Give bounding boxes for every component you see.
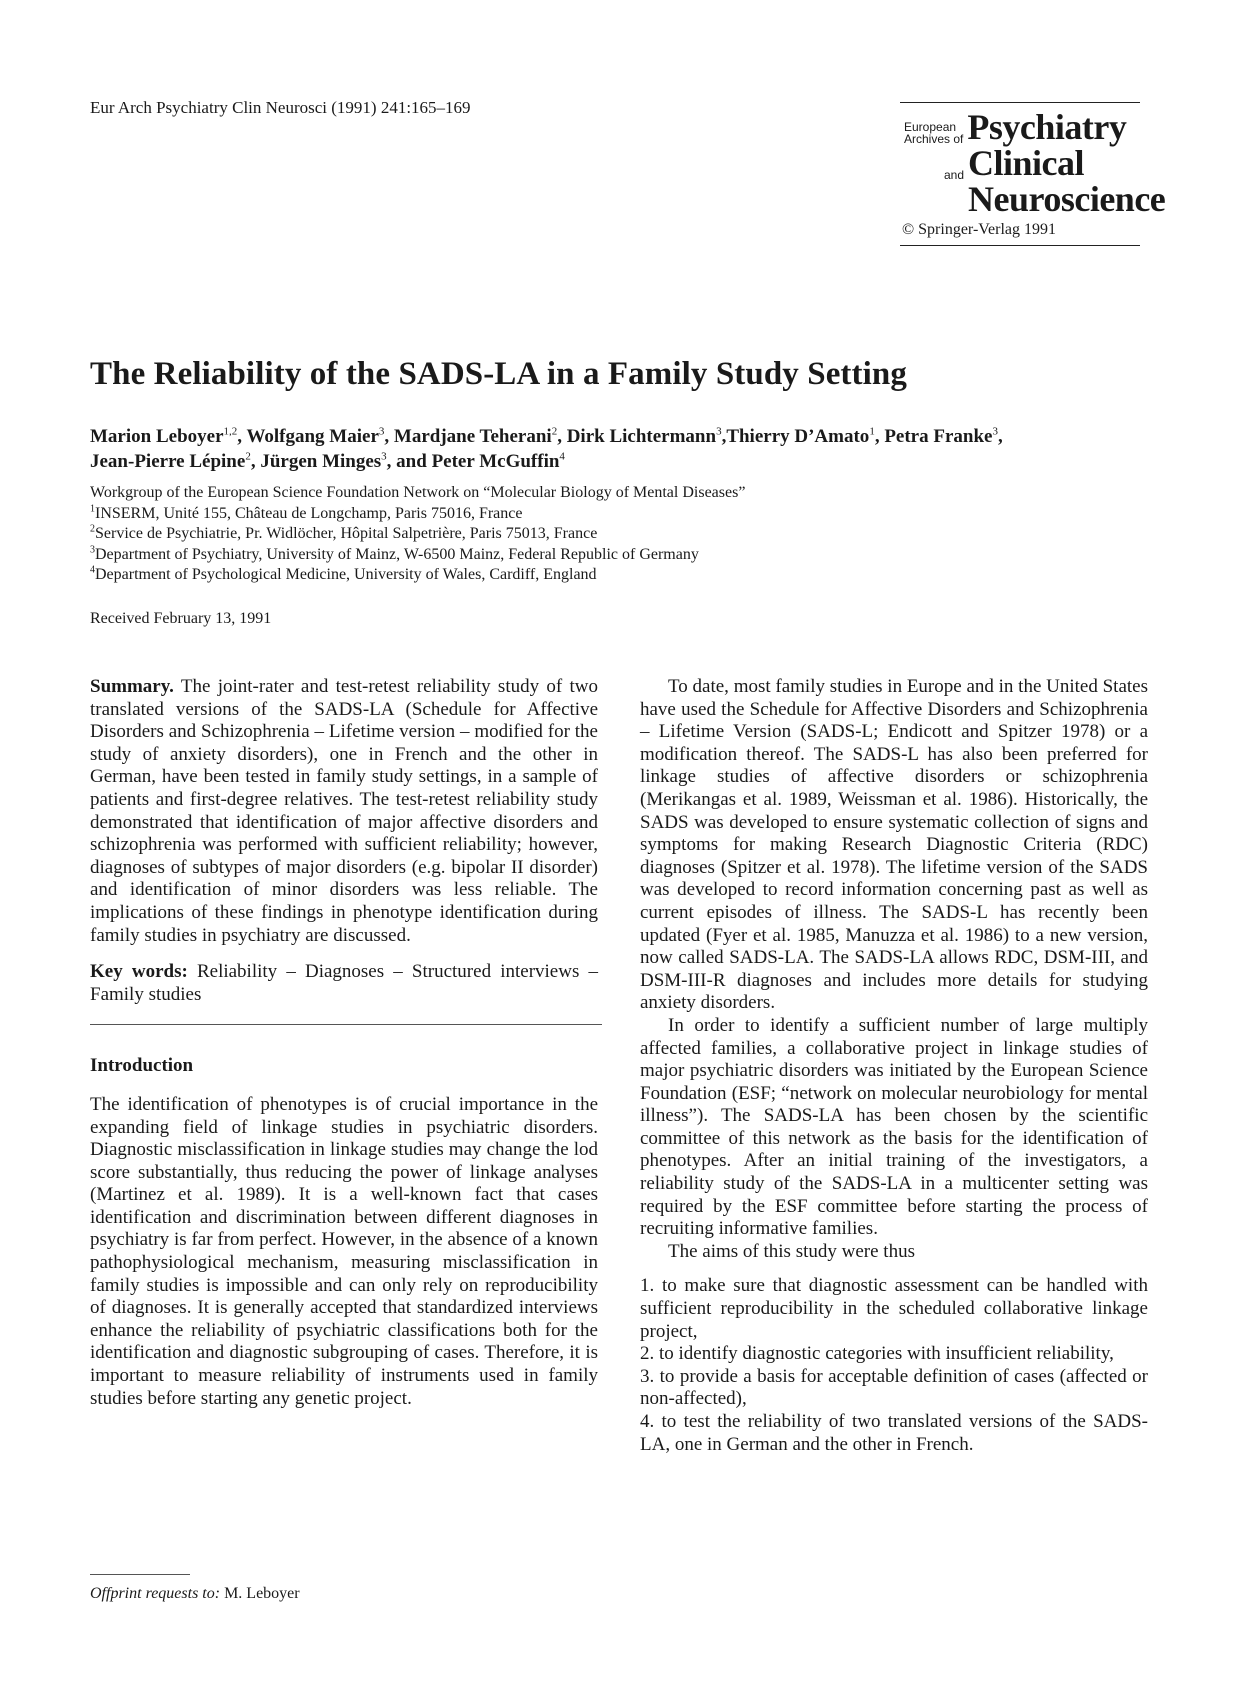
author-separator: , <box>384 426 394 447</box>
logo-word-neuroscience: Neuroscience <box>968 179 1166 219</box>
logo-word-clinical: Clinical <box>968 143 1085 183</box>
offprint-footnote <box>90 1585 300 1603</box>
introduction-paragraph-2: To date, most family studies in Europe and in the United States have used the Schedule for Affective Disorders and Schizophrenia – Lifetime Version (SADS-L; Endicott and Spitzer 1978) or a modification thereof. The SADS-L has also been preferred for linkage studies of affective disorders or schizophrenia (Merikangas et al. 1989, Weissman et al. 1986). Historically, the SADS was developed to ensure systematic collection of signs and symptoms for making Research Diagnostic Criteria (RDC) diagnoses (Spitzer et al. 1978). The lifetime version of the SADS was developed to record information concerning past as well as current episodes of illness. The SADS-L has recently been updated (Fyer et al. 1985, Manuzza et al. 1986) to a new version, now called SADS-LA. The SADS-LA allows RDC, DSM-III, and DSM-III-R diagnoses and includes more details for studying anxiety disorders. <box>640 676 1148 1014</box>
affiliation-item <box>90 504 1150 525</box>
author-affiliation-mark: 3 <box>992 425 998 438</box>
summary-paragraph <box>90 676 598 947</box>
author-name: Jürgen Minges <box>260 451 382 472</box>
aims-list-item: 2. to identify diagnostic categories with insufficient reliability, <box>640 1343 1114 1365</box>
logo-bottom-rule <box>900 245 1140 246</box>
affiliation-number: 1 <box>90 503 95 515</box>
author-separator: , <box>721 426 727 447</box>
logo-line-psychiatry <box>900 109 1140 145</box>
logo-line-clinical <box>900 145 1140 181</box>
introduction-paragraph-1: The identification of phenotypes is of crucial importance in the expanding field of linkage studies in psychiatric disorders. Diagnostic misclassification in linkage studies may change the lod score substantially, thus reducing the power of linkage analyses (Martinez et al. 1989). It is a well-known fact that cases identification and discrimination between different diagnoses in psychiatry is far from perfect. However, in the absence of a known pathophysiological mechanism, measuring misclassification in family studies is impossible and can only rely on reproducibility of diagnoses. It is generally accepted that standardized interviews enhance the reliability of psychiatric classifications both for the identification and diagnostic subgrouping of cases. Therefore, it is important to measure reliability of instruments used in family studies before starting any genetic project. <box>90 1093 598 1409</box>
author-separator: , and <box>386 451 432 472</box>
affiliation-text: Service de Psychiatrie, Pr. Widlöcher, Hôpital Salpetrière, Paris 75013, France <box>95 525 598 542</box>
author-name: Dirk Lichtermann <box>566 426 717 447</box>
logo-word-european: European <box>904 120 957 134</box>
author-affiliation-mark: 2 <box>245 450 251 463</box>
author-separator: , <box>250 451 261 472</box>
footnote-text: M. Leboyer <box>220 1585 300 1602</box>
journal-citation: Eur Arch Psychiatry Clin Neurosci (1991) 241:165–169 <box>90 98 471 117</box>
author-separator: , <box>237 426 247 447</box>
logo-word-archives-of: Archives of <box>904 132 964 146</box>
author-name: Jean-Pierre Lépine <box>90 451 246 472</box>
author-name: Mardjane Teherani <box>393 426 552 447</box>
author-affiliation-mark: 2 <box>551 425 558 438</box>
abstract-separator <box>90 1024 602 1025</box>
received-date: Received February 13, 1991 <box>90 610 272 627</box>
right-column <box>640 676 1148 1456</box>
author-name: Thierry D’Amato <box>726 426 870 447</box>
author-separator: , <box>874 426 885 447</box>
keywords-paragraph <box>90 961 598 1006</box>
introduction-heading: Introduction <box>90 1055 194 1077</box>
logo-word-psychiatry: Psychiatry <box>967 107 1127 147</box>
footnote-rule <box>90 1574 190 1575</box>
introduction-paragraph-3: In order to identify a sufficient number of large multiply affected families, a collaborative project in linkage studies of major psychiatric disorders was initiated by the European Science Foundation (ESF; “network on molecular neurobiology for mental illness”). The SADS-LA has been chosen by the scientific committee of this network as the basis for the identification of phenotypes. After an initial training of the investigators, a reliability study of the SADS-LA in a multicenter setting was required by the ESF committee before starting the process of recruiting informative families. <box>640 1014 1148 1240</box>
author-affiliation-mark: 1 <box>869 425 875 438</box>
copyright-line: © Springer-Verlag 1991 <box>902 221 1057 238</box>
affiliation-text: Department of Psychiatry, University of Mainz, W-6500 Mainz, Federal Republic of Germany <box>95 545 699 563</box>
article-title: The Reliability of the SADS-LA in a Family Study Setting <box>90 356 907 392</box>
author-separator: , <box>557 426 567 447</box>
summary-text: The joint-rater and test-retest reliability study of two translated versions of the SADS-LA (Schedule for Affective Disorders and Schizophrenia – Lifetime version – modified for the study of anxiety disorders), one in French and the other in German, have been tested in family study settings, in a sample of patients and first-degree relatives. The test-retest reliability study demonstrated that identification of major affective disorders and schizophrenia was performed with sufficient reliability; however, diagnoses of subtypes of major disorders (e.g. bipolar II disorder) and identification of minor disorders was less reliable. The implications of these findings in phenotype identification during family studies in psychiatry are discussed. <box>90 676 598 946</box>
journal-logo <box>900 102 1166 246</box>
author-separator: , <box>997 426 1003 447</box>
affiliation-item <box>90 545 1150 566</box>
affiliation-number: 4 <box>90 564 95 576</box>
left-column <box>90 676 598 1410</box>
keywords-text: Reliability – Diagnoses – Structured interviews – Family studies <box>90 961 599 1005</box>
affiliation-text: Department of Psychological Medicine, University of Wales, Cardiff, England <box>95 566 597 583</box>
author-name: Marion Leboyer <box>90 426 224 447</box>
author-affiliation-mark: 3 <box>378 425 385 438</box>
author-affiliation-mark: 3 <box>381 450 387 463</box>
footnote-label: Offprint requests to: <box>90 1585 221 1602</box>
author-name: Peter McGuffin <box>431 451 560 472</box>
logo-top-rule <box>900 102 1140 103</box>
summary-label: Summary. <box>90 676 174 697</box>
affiliations <box>90 483 1150 586</box>
author-name: Petra Franke <box>884 426 993 447</box>
author-affiliation-mark: 3 <box>716 425 722 438</box>
affiliation-number: 3 <box>90 544 95 556</box>
aims-list-item: 1. to make sure that diagnostic assessment can be handled with sufficient reproducibility in the scheduled collaborative linkage project, <box>640 1275 1148 1342</box>
author-list <box>90 424 1150 474</box>
aims-list-item: 3. to provide a basis for acceptable definition of cases (affected or non-affected), <box>640 1365 1148 1410</box>
logo-word-and: and <box>944 168 965 182</box>
author-name: Wolfgang Maier <box>246 426 379 447</box>
affiliation-number: 2 <box>90 523 95 535</box>
keywords-label: Key words: <box>90 961 188 983</box>
affiliation-item <box>90 524 1150 545</box>
author-affiliation-mark: 1,2 <box>223 425 238 438</box>
logo-line-neuroscience <box>900 179 1166 219</box>
aims-list <box>640 1275 1148 1456</box>
introduction-paragraph-4: The aims of this study were thus <box>668 1240 915 1262</box>
affiliation-item <box>90 565 1150 586</box>
affiliation-text: INSERM, Unité 155, Château de Longchamp, Paris 75016, France <box>95 504 523 522</box>
author-affiliation-mark: 4 <box>559 450 565 463</box>
aims-list-item: 4. to test the reliability of two translated versions of the SADS-LA, one in German and the other in French. <box>640 1411 1148 1455</box>
workgroup-line: Workgroup of the European Science Foundation Network on “Molecular Biology of Mental Diseases” <box>90 484 746 501</box>
